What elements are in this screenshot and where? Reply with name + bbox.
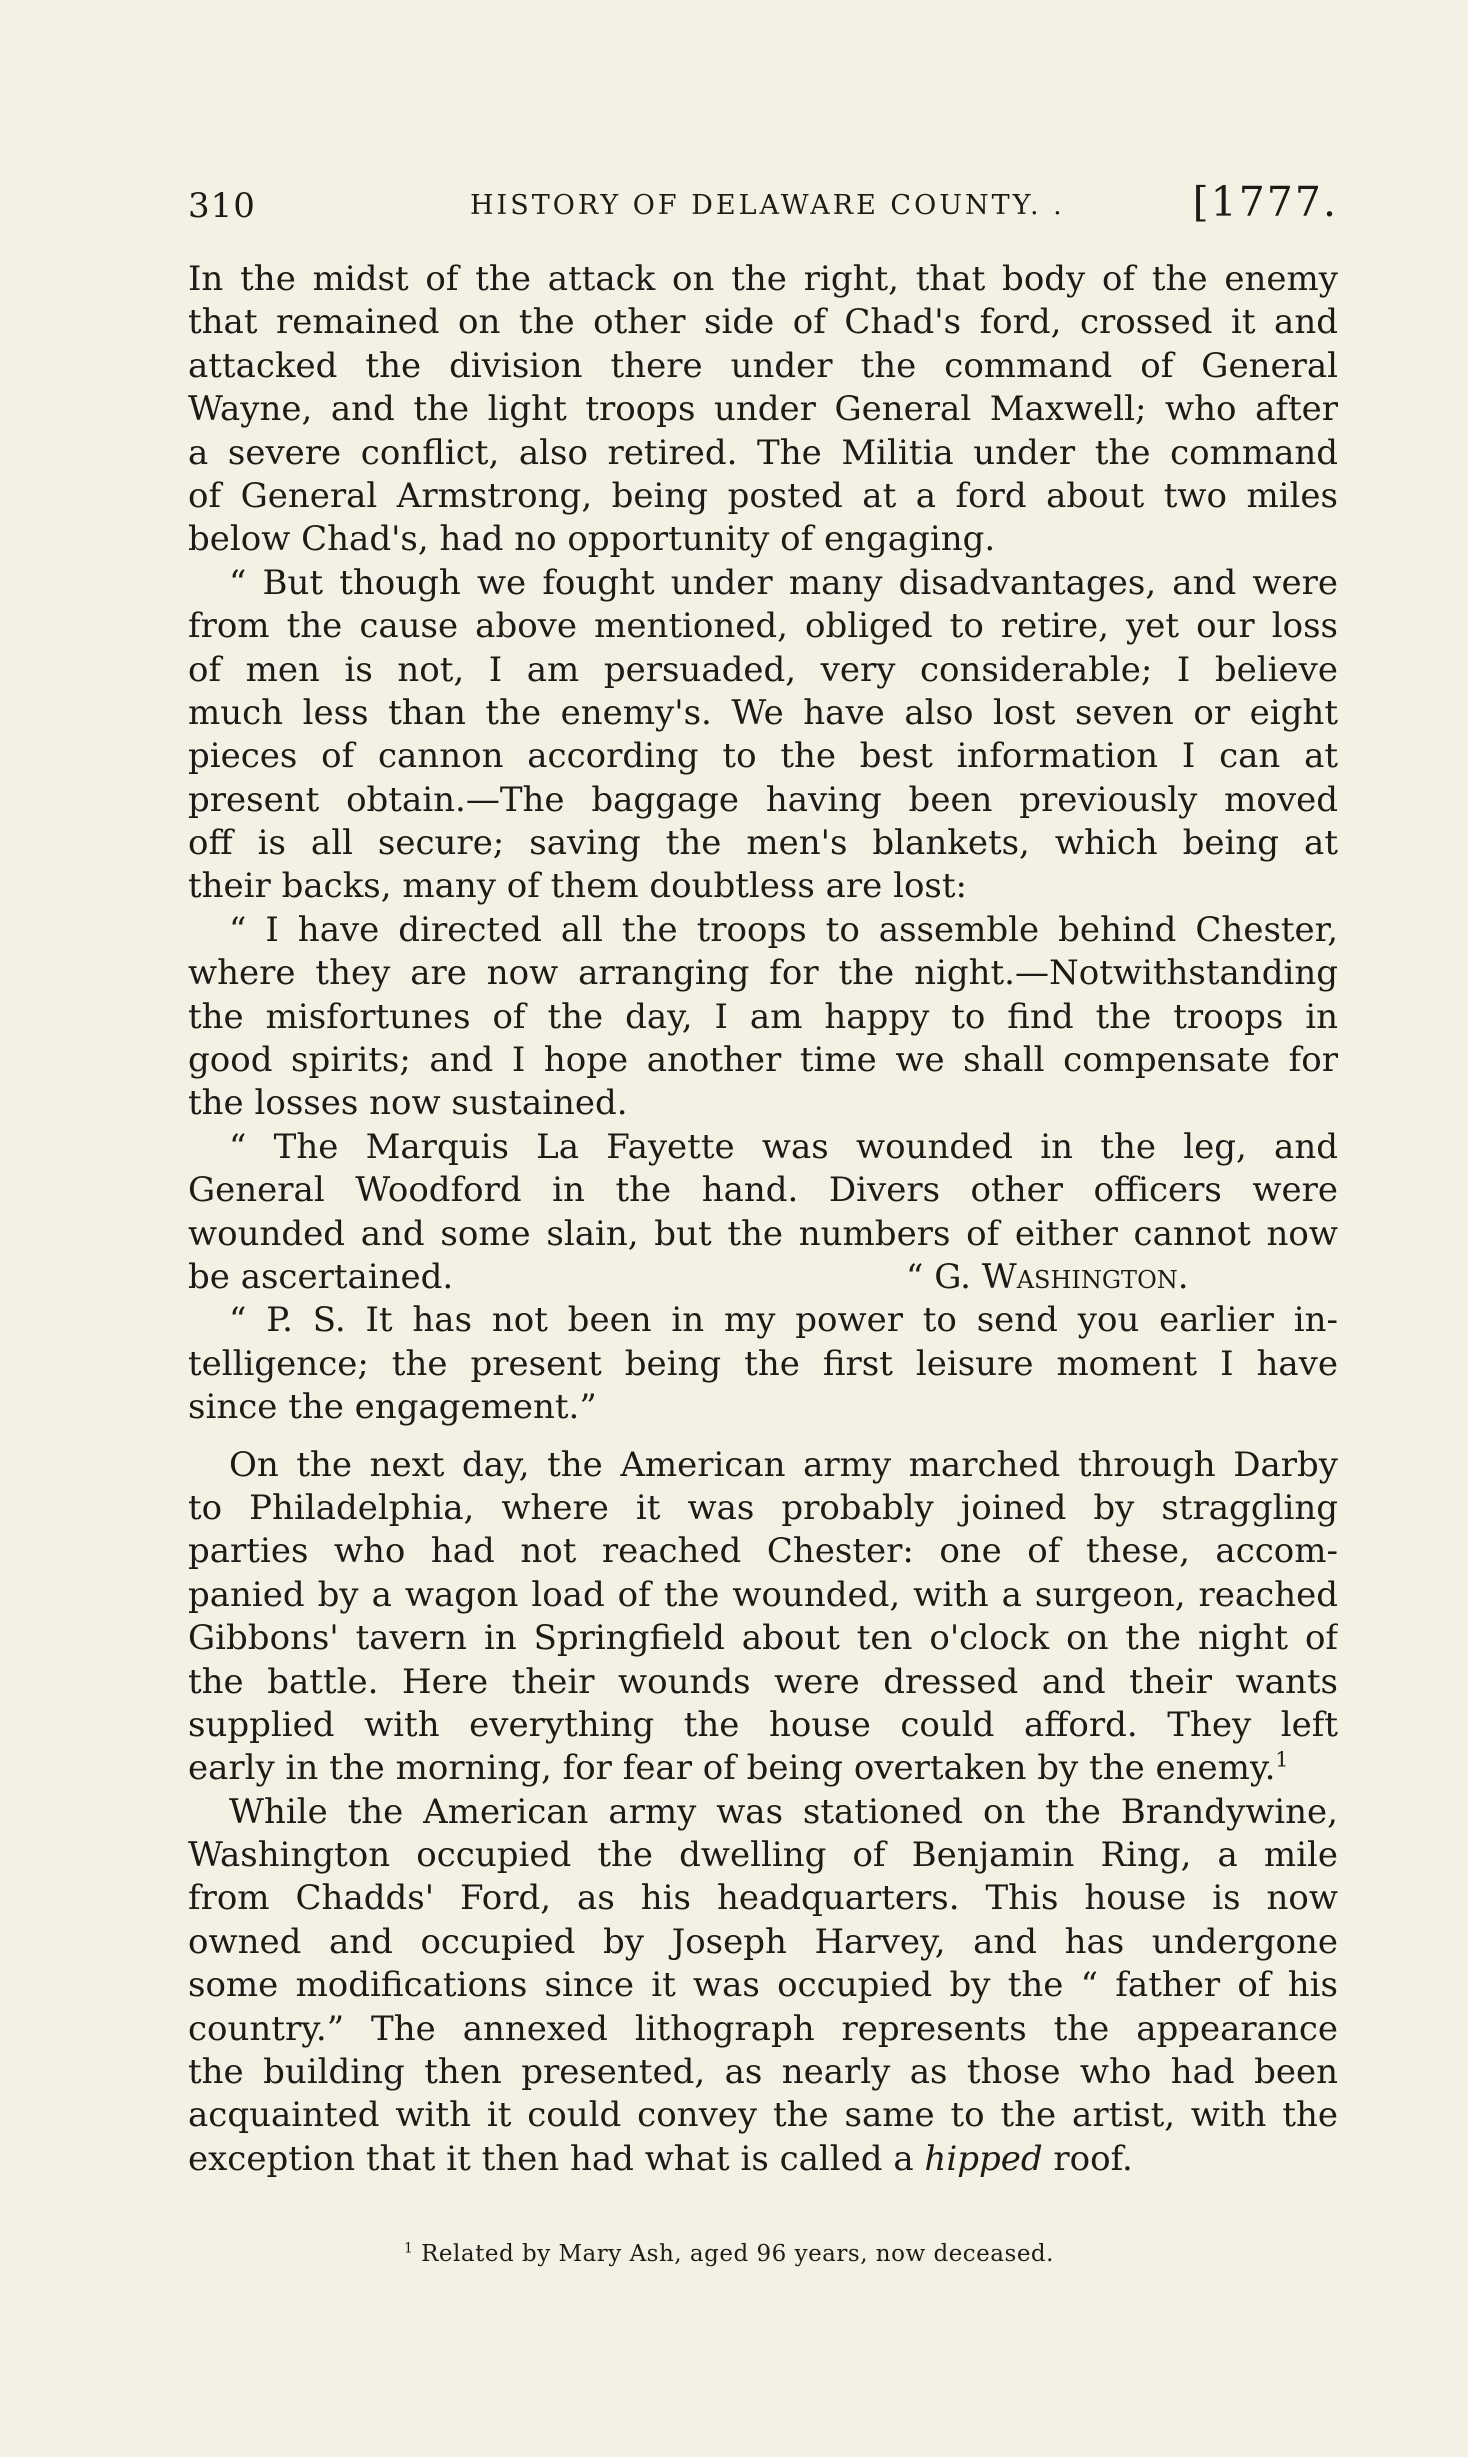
- text-line: [188, 909, 1338, 952]
- text-line: [188, 1661, 1338, 1704]
- line-text: pieces of cannon according to the best information I can at: [188, 736, 1338, 777]
- footnote-reference: 1: [1275, 1747, 1289, 1772]
- text-line: [188, 518, 1338, 561]
- text-line: [188, 1386, 1338, 1429]
- text-line: [188, 2051, 1338, 2094]
- line-text: good spirits; and I hope another time we shall compensate for: [188, 1040, 1338, 1081]
- line-text: be ascertained.: [188, 1256, 454, 1297]
- line-text: attacked the division there under the command of General: [188, 345, 1338, 386]
- signature-line: [188, 1256, 1338, 1299]
- text-line: [188, 388, 1338, 431]
- text-line: [188, 2008, 1338, 2051]
- line-text: On the next day, the American army marched through Darby: [229, 1444, 1338, 1485]
- text-line: [188, 2094, 1338, 2137]
- text-line: [188, 1791, 1338, 1834]
- line-text: the losses now sustained.: [188, 1083, 628, 1124]
- text-line: [188, 1299, 1338, 1342]
- text-line: [188, 1834, 1338, 1877]
- text-line: [188, 1617, 1338, 1660]
- footnote-mark: 1: [404, 2240, 414, 2257]
- text-line: [188, 1444, 1338, 1487]
- text-line: [188, 692, 1338, 735]
- line-text: from the cause above mentioned, obliged to retire, yet our loss: [188, 606, 1338, 647]
- text-line: [188, 779, 1338, 822]
- line-text: supplied with everything the house could afford. They left: [188, 1704, 1338, 1745]
- italic-term: hipped: [924, 2138, 1043, 2179]
- text-line: [188, 301, 1338, 344]
- line-text: early in the morning, for fear of being overtaken by the enemy.: [188, 1748, 1276, 1789]
- running-title: HISTORY OF DELAWARE COUNTY. .: [470, 190, 1065, 221]
- text-line: [188, 2138, 1338, 2181]
- line-text: In the midst of the attack on the right, that body of the enemy: [188, 259, 1338, 299]
- line-text: their backs, many of them doubtless are lost:: [188, 866, 967, 907]
- footnote: [404, 2241, 1054, 2267]
- line-text: General Woodford in the hand. Divers other officers were: [188, 1170, 1338, 1211]
- text-line: [188, 475, 1338, 518]
- text-line: [188, 1877, 1338, 1920]
- line-text: the building then presented, as nearly as those who had been: [188, 2052, 1338, 2093]
- line-text: present obtain.—The baggage having been previously moved: [188, 779, 1338, 820]
- text-line: [188, 1704, 1338, 1747]
- paragraph: [188, 1791, 1338, 2182]
- line-text: Wayne, and the light troops under General Maxwell; who after: [188, 389, 1338, 430]
- text-line: [188, 1039, 1338, 1082]
- line-text: below Chad's, had no opportunity of engaging.: [188, 519, 996, 560]
- line-text: to Philadelphia, where it was probably joined by straggling: [188, 1487, 1338, 1528]
- line-text: that remained on the other side of Chad's ford, crossed it and: [188, 302, 1338, 343]
- text-line: [188, 735, 1338, 778]
- text-line: [188, 432, 1338, 475]
- line-text: the battle. Here their wounds were dressed and their wants: [188, 1661, 1338, 1702]
- line-text: much less than the enemy's. We have also lost seven or eight: [188, 692, 1338, 733]
- paragraph: [188, 1299, 1338, 1429]
- text-line: [188, 605, 1338, 648]
- line-text: parties who had not reached Chester: one of these, accom-: [188, 1531, 1338, 1572]
- body-text: [188, 258, 1338, 2181]
- paragraph-gap: [188, 1430, 1338, 1444]
- text-line: [188, 1964, 1338, 2007]
- line-text: exception that it then had what is called a: [188, 2138, 925, 2179]
- line-text: a severe conflict, also retired. The Militia under the command: [188, 432, 1338, 473]
- text-line: [188, 1343, 1338, 1386]
- text-line: [188, 1530, 1338, 1573]
- paragraph: [188, 258, 1338, 562]
- running-header: [188, 176, 1338, 232]
- text-line: [188, 1126, 1338, 1169]
- page-number: 310: [188, 186, 256, 226]
- text-line: [188, 649, 1338, 692]
- text-line: [188, 1487, 1338, 1530]
- line-text: of men is not, I am persuaded, very considerable; I believe: [188, 649, 1338, 690]
- text-line: [188, 1574, 1338, 1617]
- line-text: some modifications since it was occupied by the “ father of his: [188, 1965, 1338, 2006]
- text-line: [188, 822, 1338, 865]
- line-text: acquainted with it could convey the same to the artist, with the: [188, 2095, 1338, 2136]
- line-text: from Chadds' Ford, as his headquarters. This house is now: [188, 1878, 1338, 1919]
- line-text: “ The Marquis La Fayette was wounded in the leg, and: [229, 1126, 1338, 1167]
- paragraph: [188, 1444, 1338, 1791]
- letter-signature: “ G. Washington.: [906, 1256, 1189, 1297]
- line-text: the misfortunes of the day, I am happy to find the troops in: [188, 996, 1338, 1037]
- footnote-text: Related by Mary Ash, aged 96 years, now deceased.: [413, 2241, 1054, 2267]
- header-year: [1777.: [1192, 178, 1338, 226]
- line-text: “ I have directed all the troops to assemble behind Chester,: [229, 909, 1338, 950]
- line-text: telligence; the present being the first leisure moment I have: [188, 1343, 1338, 1384]
- text-line: [188, 345, 1338, 388]
- line-text: Gibbons' tavern in Springfield about ten o'clock on the night of: [188, 1618, 1338, 1659]
- line-text: owned and occupied by Joseph Harvey, and has undergone: [188, 1921, 1338, 1962]
- line-text: panied by a wagon load of the wounded, with a surgeon, reached: [188, 1574, 1338, 1615]
- line-text: where they are now arranging for the night.—Notwithstanding: [188, 953, 1338, 994]
- text-line: [188, 996, 1338, 1039]
- text-line: [188, 258, 1338, 301]
- line-text: While the American army was stationed on the Brandywine,: [229, 1791, 1338, 1832]
- line-text: “ P. S. It has not been in my power to send you earlier in-: [229, 1300, 1338, 1341]
- text-line: [188, 1169, 1338, 1212]
- line-text: “ But though we fought under many disadvantages, and were: [229, 562, 1338, 603]
- text-line: [188, 1213, 1338, 1256]
- line-text: off is all secure; saving the men's blankets, which being at: [188, 823, 1338, 864]
- text-line: [188, 1921, 1338, 1964]
- text-line: [188, 1082, 1338, 1125]
- paragraph: [188, 1126, 1338, 1300]
- text-line: [188, 952, 1338, 995]
- line-text: of General Armstrong, being posted at a ford about two miles: [188, 475, 1338, 516]
- line-text: wounded and some slain, but the numbers of either cannot now: [188, 1213, 1338, 1254]
- line-text: roof.: [1042, 2138, 1133, 2179]
- line-text: since the engagement.”: [188, 1387, 597, 1428]
- text-line: [188, 865, 1338, 908]
- paragraph: [188, 562, 1338, 909]
- line-text: Washington occupied the dwelling of Benjamin Ring, a mile: [188, 1835, 1338, 1876]
- text-line: [188, 1747, 1338, 1790]
- line-text: country.” The annexed lithograph represents the appearance: [188, 2008, 1338, 2049]
- paragraph: [188, 909, 1338, 1126]
- text-line: [188, 562, 1338, 605]
